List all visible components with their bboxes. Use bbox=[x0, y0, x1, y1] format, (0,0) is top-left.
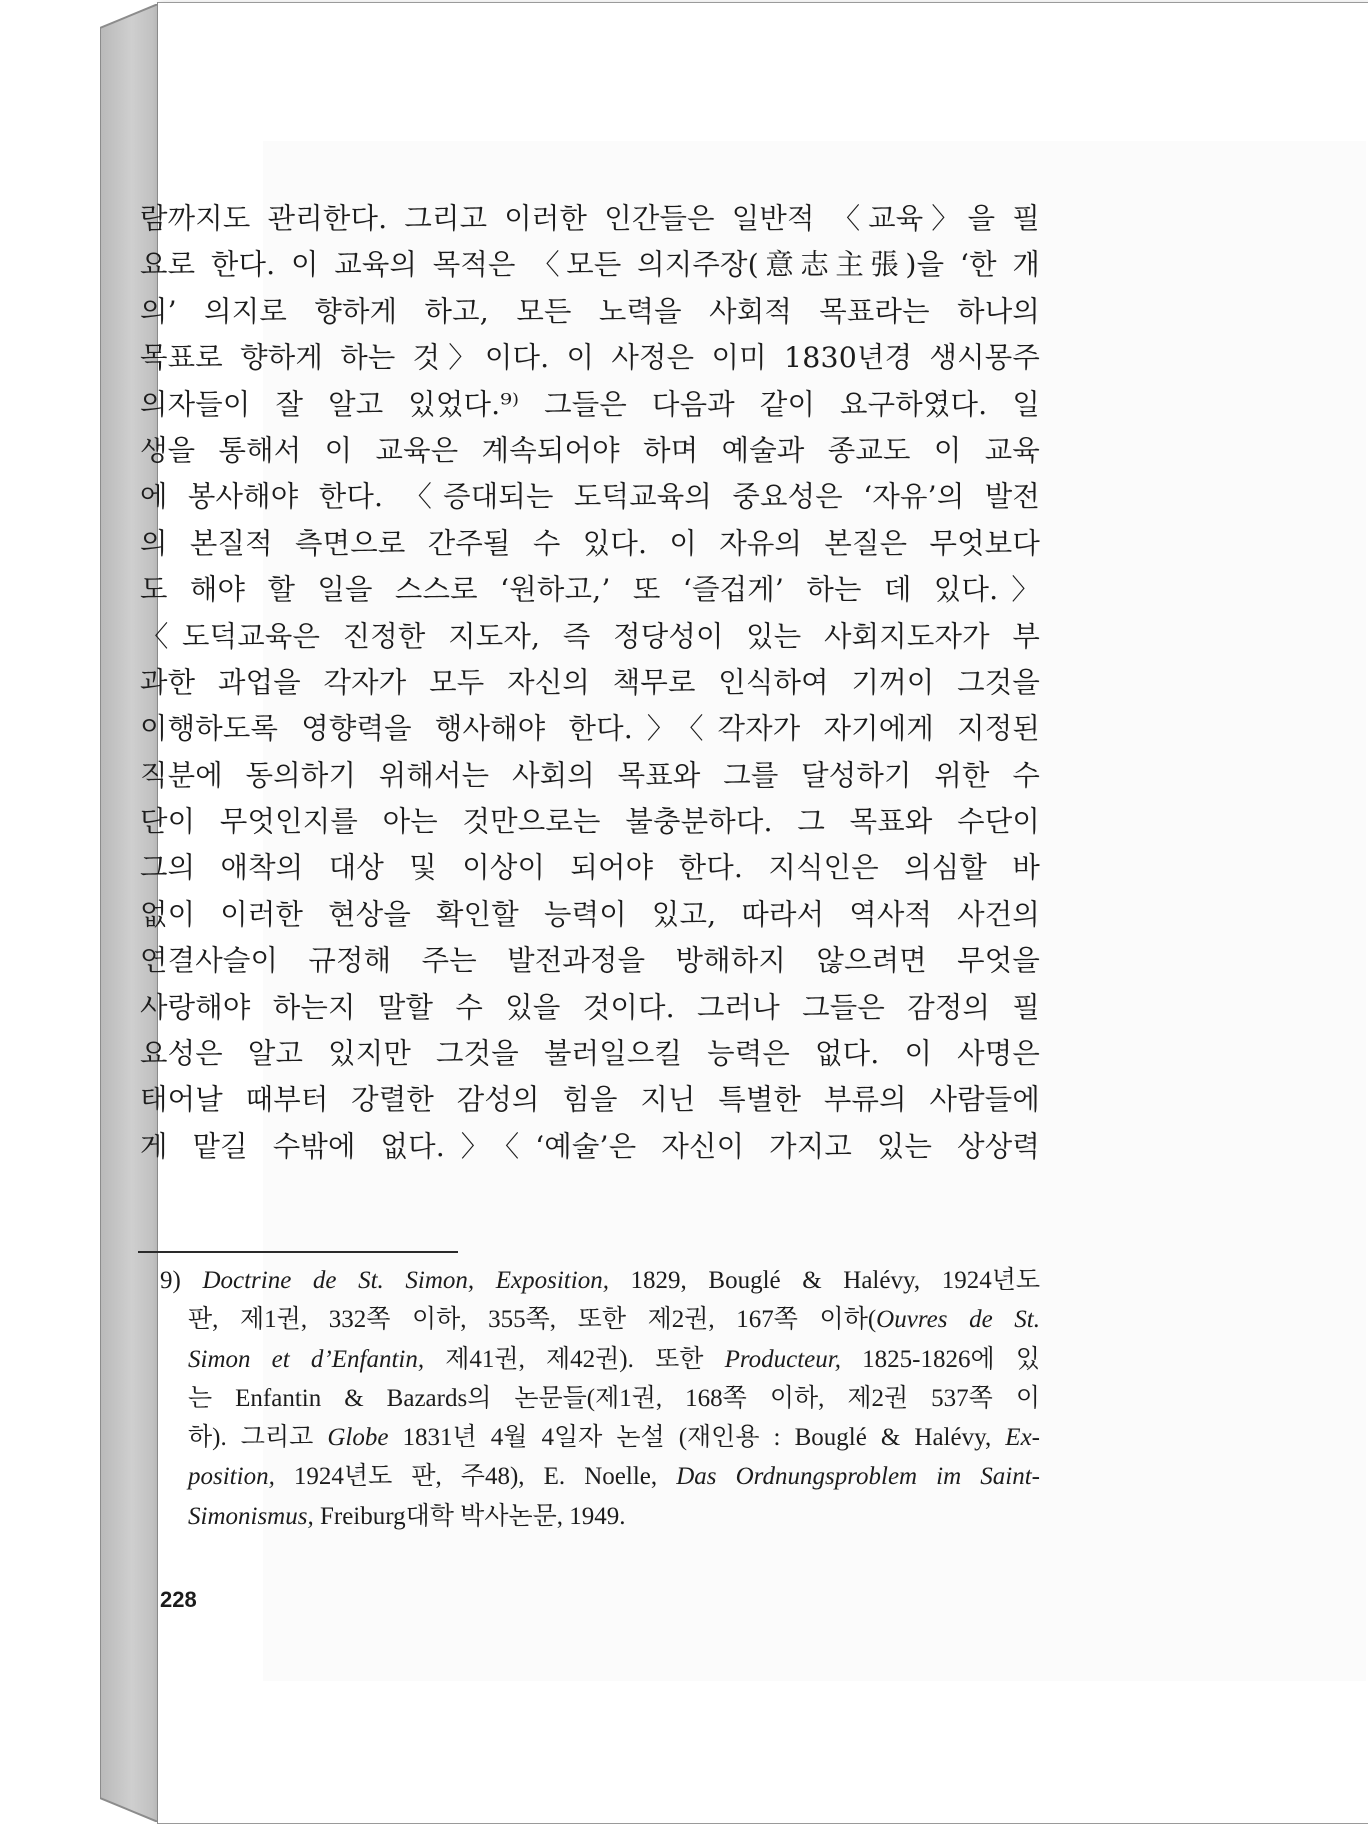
body-line: 생을 통해서 이 교육은 계속되어야 하며 예술과 종교도 이 교육 bbox=[140, 433, 1040, 467]
body-line: 람까지도 관리한다. 그리고 이러한 인간들은 일반적 〈교육〉을 필 bbox=[140, 202, 1040, 235]
body-line: 에 봉사해야 한다. 〈증대되는 도덕교육의 중요성은 ‘자유’의 발전 bbox=[140, 480, 1040, 514]
footnote-title: position, bbox=[188, 1463, 275, 1491]
body-line: 〈도덕교육은 진정한 지도자, 즉 정당성이 있는 사회지도자가 부 bbox=[140, 619, 1040, 653]
body-line: 목표로 향하게 하는 것〉이다. 이 사정은 이미 1830년경 생시몽주 bbox=[140, 341, 1040, 375]
footnote-line bbox=[160, 1497, 1040, 1536]
footnote-title: Simon et d’Enfantin, bbox=[188, 1345, 425, 1373]
body-line: 태어날 때부터 강렬한 감성의 힘을 지닌 특별한 부류의 사람들에 bbox=[140, 1083, 1040, 1117]
footnote-title: Ex- bbox=[1005, 1424, 1040, 1452]
footnote-title: Globe bbox=[327, 1424, 389, 1452]
footnote-text: 는 Enfantin & Bazards의 논문들(제1권, 168쪽 이하, 제2권 537쪽 이 bbox=[188, 1384, 1040, 1412]
footnote-line bbox=[160, 1418, 1040, 1457]
footnote-line bbox=[160, 1379, 1040, 1418]
footnote-text: 1829, Bouglé & Halévy, 1924년도 bbox=[608, 1267, 1040, 1294]
footnote-text: 1924년도 판, 주48), E. Noelle, bbox=[274, 1463, 677, 1491]
footnote-title: Simonismus, bbox=[188, 1502, 314, 1530]
body-line: 요성은 알고 있지만 그것을 불러일으킬 능력은 없다. 이 사명은 bbox=[140, 1037, 1040, 1071]
body-line: 이행하도록 영향력을 행사해야 한다.〉〈각자가 자기에게 지정된 bbox=[140, 712, 1040, 746]
footnote-text: 1825-1826에 있 bbox=[840, 1345, 1040, 1373]
footnote-title: Producteur, bbox=[724, 1345, 841, 1373]
footnote-title: Doctrine de St. Simon, Exposition, bbox=[202, 1267, 609, 1294]
body-line: 의 본질적 측면으로 간주될 수 있다. 이 자유의 본질은 무엇보다 bbox=[140, 526, 1040, 560]
footnote-title: Das Ordnungsproblem im Saint- bbox=[676, 1463, 1040, 1491]
body-line: 직분에 동의하기 위해서는 사회의 목표와 그를 달성하기 위한 수 bbox=[140, 758, 1040, 792]
body-line: 없이 이러한 현상을 확인할 능력이 있고, 따라서 역사적 사건의 bbox=[140, 897, 1040, 931]
body-line: 의자들이 잘 알고 있었다.⁹⁾ 그들은 다음과 같이 요구하였다. 일 bbox=[140, 387, 1040, 421]
footnote-line bbox=[160, 1300, 1040, 1339]
footnote-divider bbox=[138, 1251, 458, 1253]
footnote-text: 제41권, 제42권). 또한 bbox=[424, 1345, 725, 1373]
footnote-line bbox=[160, 1457, 1040, 1496]
footnote-marker: 9) bbox=[160, 1267, 203, 1294]
footnote-line bbox=[160, 1340, 1040, 1379]
page-number: 228 bbox=[160, 1587, 197, 1612]
footnote-text: 1831년 4월 4일자 논설 (재인용 : Bouglé & Halévy, bbox=[388, 1424, 1006, 1452]
body-line: 단이 무엇인지를 아는 것만으로는 불충분하다. 그 목표와 수단이 bbox=[140, 805, 1040, 839]
body-line: 연결사슬이 규정해 주는 발전과정을 방해하지 않으려면 무엇을 bbox=[140, 944, 1040, 978]
body-line: 과한 과업을 각자가 모두 자신의 책무로 인식하여 기꺼이 그것을 bbox=[140, 665, 1040, 699]
footnote bbox=[160, 1261, 1040, 1536]
body-line: 게 맡길 수밖에 없다.〉〈‘예술’은 자신이 가지고 있는 상상력 bbox=[140, 1129, 1040, 1163]
body-text bbox=[140, 196, 1040, 1170]
body-line: 도 해야 할 일을 스스로 ‘원하고,’ 또 ‘즐겁게’ 하는 데 있다.〉 bbox=[140, 573, 1040, 607]
footnote-text: 하). 그리고 bbox=[188, 1424, 328, 1452]
footnote-text: Freiburg대학 박사논문, 1949. bbox=[313, 1502, 626, 1530]
body-line: 사랑해야 하는지 말할 수 있을 것이다. 그러나 그들은 감정의 필 bbox=[140, 990, 1040, 1024]
footnote-text: 판, 제1권, 332쪽 이하, 355쪽, 또한 제2권, 167쪽 이하( bbox=[188, 1306, 877, 1334]
footnote-line bbox=[160, 1261, 1040, 1300]
body-line: 요로 한다. 이 교육의 목적은 〈모든 의지주장(意志主張)을 ‘한 개 bbox=[140, 248, 1040, 282]
footnote-title: Ouvres de St. bbox=[876, 1306, 1040, 1334]
body-line: 의’ 의지로 향하게 하고, 모든 노력을 사회적 목표라는 하나의 bbox=[140, 294, 1040, 328]
body-line: 그의 애착의 대상 및 이상이 되어야 한다. 지식인은 의심할 바 bbox=[140, 851, 1040, 885]
